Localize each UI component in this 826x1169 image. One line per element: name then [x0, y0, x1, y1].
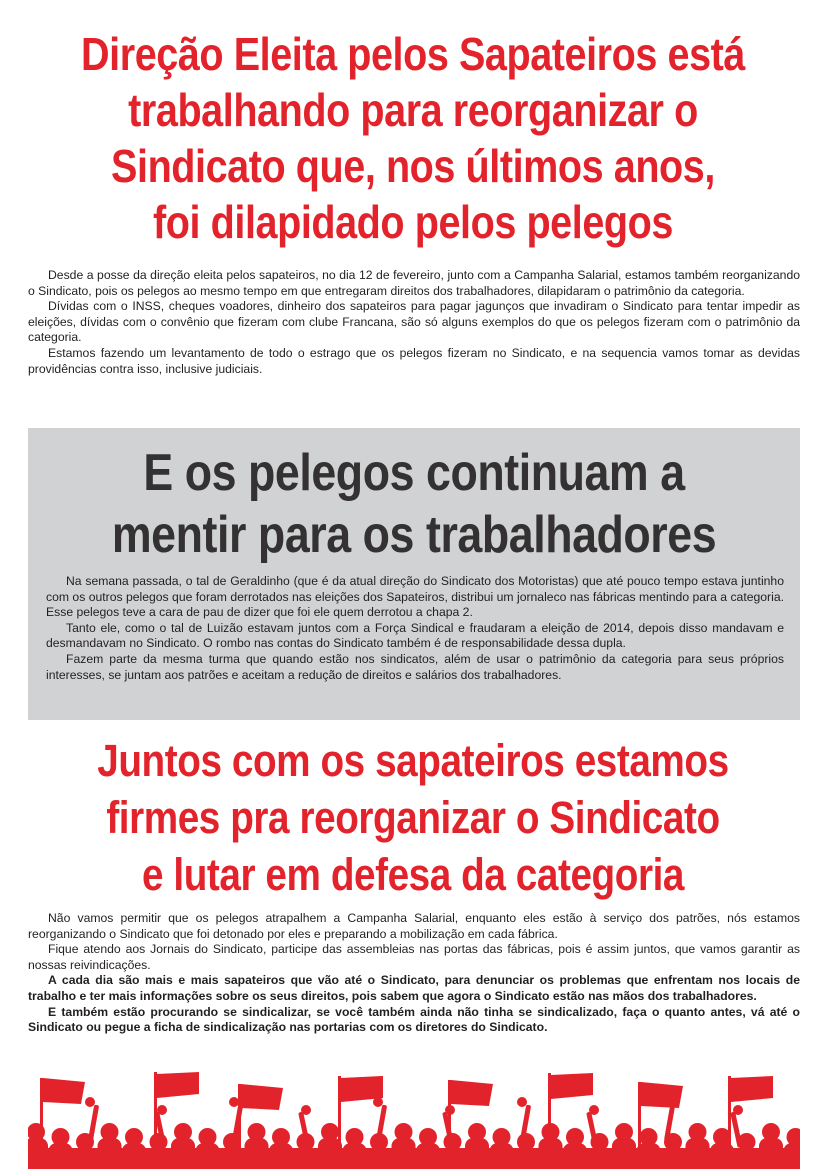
- crowd-body: [49, 1143, 73, 1169]
- crowd-body: [392, 1138, 416, 1169]
- paragraph: Estamos fazendo um levantamento de todo o estrago que os pelegos fizeram no Sindicato, e na sequencia vamos tomar as devidas providências contra isso, inclusive judiciais.: [28, 345, 800, 376]
- flag-pole: [638, 1082, 641, 1148]
- bold-paragraph: E também estão procurando se sindicalizar, se você também ainda não tinha se sindicalizado, faça o quanto antes, vá até o Sindicato ou pegue a ficha de sindicalização nas portarias com os diretores do Sindicato.: [28, 1004, 800, 1035]
- flag: [43, 1078, 85, 1104]
- raised-fist: [157, 1105, 167, 1115]
- raised-fist: [85, 1097, 95, 1107]
- flag-pole: [40, 1078, 43, 1148]
- raised-arm: [88, 1105, 99, 1141]
- crowd-body: [465, 1138, 489, 1169]
- crowd-body: [220, 1148, 244, 1169]
- section-reorganization-text: [28, 268, 800, 377]
- section-pelegos-text: [46, 574, 784, 683]
- paragraph: Fazem parte da mesma turma que quando estão nos sindicatos, além de usar o patrimônio da categoria para seus próprios interesses, se juntam aos patrões e aceitam a redução de direitos e salários dos trabalhadores.: [46, 651, 784, 682]
- flag: [551, 1073, 593, 1099]
- crowd-body: [73, 1148, 97, 1169]
- bold-paragraph: A cada dia são mais e mais sapateiros que vão até o Sindicato, para denunciar os problemas que enfrentam nos locais de trabalho e ter mais informações sobre os seus direitos, pois sabem que agora o Sindicato estão nas mãos dos trabalhadores.: [28, 973, 800, 1003]
- crowd-body: [441, 1148, 465, 1169]
- crowd-body: [759, 1138, 783, 1169]
- raised-fist: [733, 1105, 743, 1115]
- crowd-body: [28, 1138, 48, 1169]
- headline-line: firmes pra reorganizar o Sindicato: [106, 792, 720, 843]
- pelegos-lies-box: [28, 428, 800, 720]
- crowd-body: [563, 1143, 587, 1169]
- crowd-body: [294, 1148, 318, 1169]
- paragraph: Desde a posse da direção eleita pelos sapateiros, no dia 12 de fevereiro, junto com a Campanha Salarial, estamos também reorganizando o Sindicato, pois os pelegos ao mesmo tempo em que entregaram direitos dos trabalhadores, dilapidaram o patrimônio da categoria.: [28, 268, 800, 298]
- crowd-body: [612, 1138, 636, 1169]
- crowd-body: [367, 1148, 391, 1169]
- section-together-text: [28, 911, 800, 1036]
- crowd-body: [661, 1148, 685, 1169]
- headline-line: Juntos com os sapateiros estamos: [97, 735, 729, 786]
- crowd-with-flags-icon: [28, 1070, 800, 1169]
- crowd-body: [122, 1143, 146, 1169]
- headline-line: Sindicato que, nos últimos anos,: [111, 140, 715, 192]
- crowd-body: [490, 1143, 514, 1169]
- headline-line: E os pelegos continuam a: [143, 444, 685, 502]
- headline-line: Direção Eleita pelos Sapateiros está: [81, 28, 745, 80]
- paragraph: Na semana passada, o tal de Geraldinho (que é da atual direção do Sindicato dos Motoristas) que até pouco tempo estava juntinho com os outros pelegos que foram derrotados nas eleições dos Sapateiros, distribui um jornaleco nas fábricas mentindo para a categoria. Esse pelegos teve a cara de pau de dizer que foi ele quem derrotou a chapa 2.: [46, 574, 784, 620]
- flag: [731, 1076, 773, 1102]
- headline-line: mentir para os trabalhadores: [111, 506, 717, 564]
- headline-reorganize-union: [58, 26, 768, 250]
- flag-pole: [548, 1073, 551, 1148]
- headline-line: e lutar em defesa da categoria: [141, 849, 685, 900]
- flag: [157, 1072, 199, 1098]
- crowd-body: [784, 1143, 801, 1169]
- headline-line: foi dilapidado pelos pelegos: [153, 196, 673, 248]
- headline-pelegos-lie: [82, 442, 746, 566]
- flag-pole: [728, 1076, 731, 1148]
- raised-fist: [517, 1097, 527, 1107]
- crowd-body: [196, 1143, 220, 1169]
- crowd-body: [686, 1138, 710, 1169]
- flag-pole: [338, 1076, 341, 1148]
- crowd-body: [588, 1148, 612, 1169]
- raised-fist: [373, 1097, 383, 1107]
- paragraph: Não vamos permitir que os pelegos atrapalhem a Campanha Salarial, enquanto eles estão à serviço dos patrões, nós estamos reorganizando o Sindicato que foi detonado por eles e preparando a mobilização em cada fábrica.: [28, 911, 800, 941]
- flag: [451, 1080, 493, 1106]
- crowd-body: [416, 1143, 440, 1169]
- paragraph: Tanto ele, como o tal de Luizão estavam juntos com a Força Sindical e fraudaram a eleição de 2014, depois disso mandavam e desmandavam no Sindicato. O rombo nas contas do Sindicato também é de responsabilidade dessa dupla.: [46, 620, 784, 651]
- crowd-body: [147, 1148, 171, 1169]
- flag: [241, 1084, 283, 1110]
- paragraph: Fique atendo aos Jornais do Sindicato, participe das assembleias nas portas das fábricas, pois é assim juntos, que vamos garantir as nossas reivindicações.: [28, 942, 800, 972]
- crowd-body: [735, 1148, 759, 1169]
- crowd-body: [171, 1138, 195, 1169]
- crowd-body: [98, 1138, 122, 1169]
- raised-arm: [376, 1105, 387, 1141]
- raised-fist: [661, 1097, 671, 1107]
- raised-fist: [589, 1105, 599, 1115]
- raised-arm: [730, 1112, 742, 1148]
- crowd-body: [343, 1143, 367, 1169]
- paragraph: Dívidas com o INSS, cheques voadores, dinheiro dos sapateiros para pagar jagunços que invadiram o Sindicato para tentar impedir as eleições, dívidas com o convênio que fizeram com clube Francana, são só alguns exemplos do que os pelegos fizeram com o patrimônio da categoria.: [28, 299, 800, 345]
- headline-together-with-workers: [58, 732, 768, 903]
- crowd-body: [269, 1143, 293, 1169]
- raised-fist: [445, 1105, 455, 1115]
- raised-arm: [232, 1105, 243, 1141]
- raised-fist: [301, 1105, 311, 1115]
- crowd-body: [514, 1148, 538, 1169]
- crowd-body: [245, 1138, 269, 1169]
- flag-pole: [154, 1072, 157, 1148]
- headline-line: trabalhando para reorganizar o: [128, 84, 698, 136]
- raised-fist: [229, 1097, 239, 1107]
